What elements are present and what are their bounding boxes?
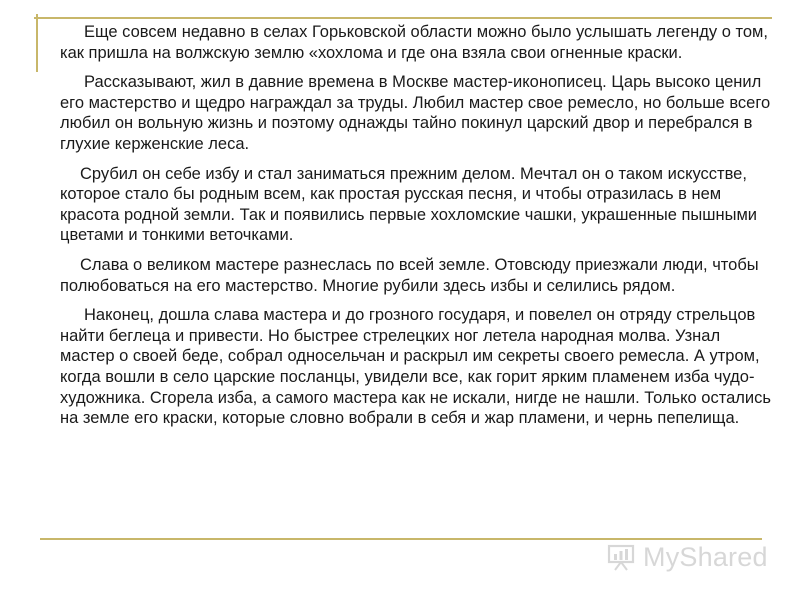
slide-text-block bbox=[60, 22, 772, 438]
myshared-watermark bbox=[606, 537, 768, 577]
watermark-text: MyShared bbox=[643, 541, 768, 572]
paragraph-5: Наконец, дошла слава мастера и до грозного государя, и повелел он отряду стрельцов найти беглеца и привести. Но быстрее стрелецких ног летела народная молва. Узнал мастер о своей беде, собрал односельчан и раскрыл им секреты своего ремесла. А утром, когда вошли в село царские посланцы, увидели все, как горит ярким пламенем изба чудо-художника. Сгорела изба, а самого мастера как не искали, нигде не нашли. Только остались на земле его краски, которые словно вобрали в себя и жар пламени, и чернь пепелища. bbox=[60, 306, 771, 428]
paragraph-1: Еще совсем недавно в селах Горьковской области можно было услышать легенду о том, как пришла на волжскую землю «хохлома и где она взяла свои огненные краски. bbox=[60, 23, 768, 62]
top-decorative-rule bbox=[34, 17, 772, 19]
paragraph-3: Срубил он себе избу и стал заниматься прежним делом. Мечтал он о таком искусстве, которое стало бы родным всем, как простая русская песня, и чтобы отразилась в нем красота родной земли. Так и появились первые хохломские чашки, украшенные пышными цветами и тонкими веточками. bbox=[60, 164, 758, 245]
paragraph-4: Слава о великом мастере разнеслась по всей земле. Отовсюду приезжали люди, чтобы полюбоваться на его мастерство. Многие рубили здесь избы и селились рядом. bbox=[60, 255, 759, 295]
paragraph-2: Рассказывают, жил в давние времена в Москве мастер-иконописец. Царь высоко ценил его мастерство и щедро награждал за труды. Любил мастер свое ремесло, но больше всего любил он вольную жизнь и поэтому однажды тайно покинул царский двор и перебрался в глухие керженские леса. bbox=[60, 73, 771, 153]
left-decorative-rule bbox=[36, 14, 38, 72]
presentation-board-icon bbox=[606, 542, 636, 572]
